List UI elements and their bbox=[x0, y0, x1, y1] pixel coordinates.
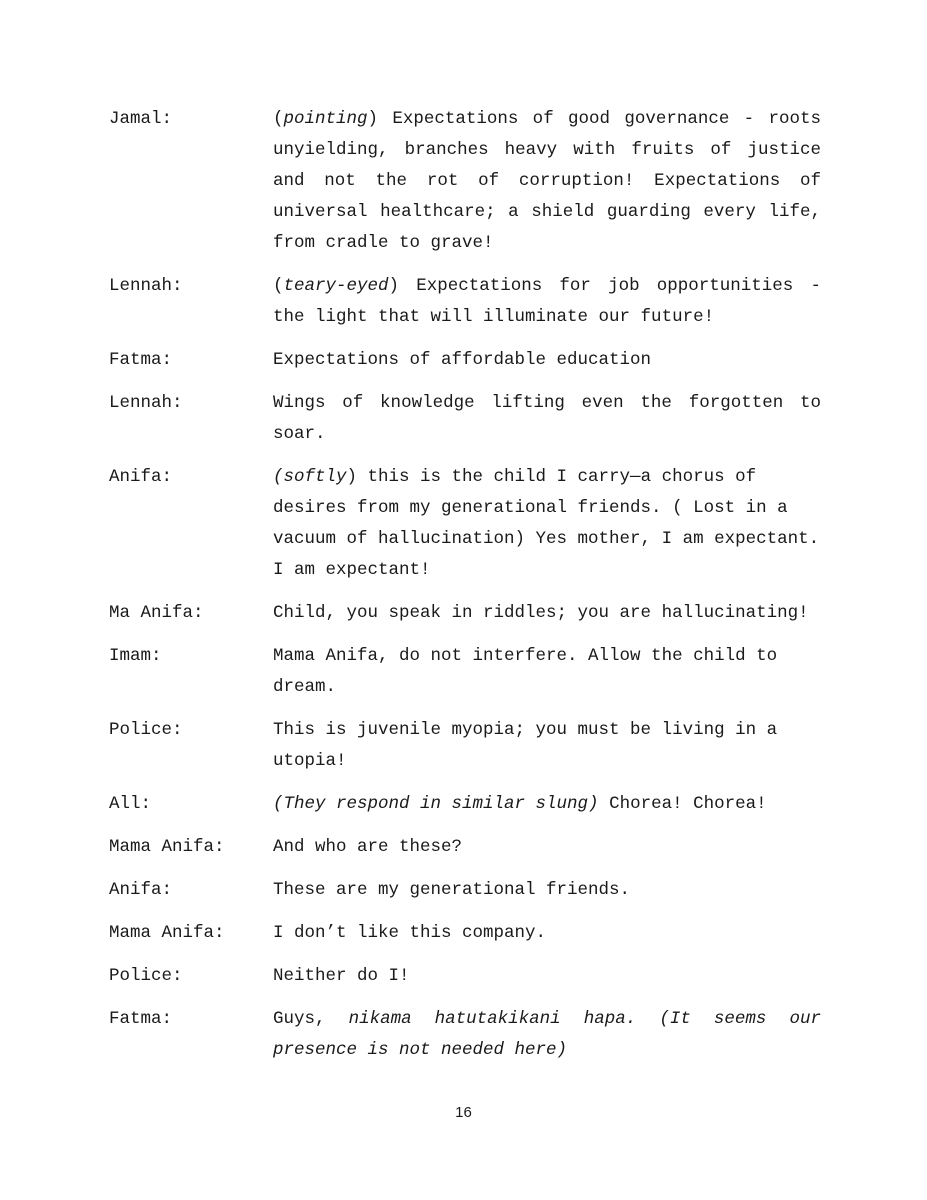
dialogue-line bbox=[273, 345, 821, 376]
speaker-name: Police: bbox=[109, 720, 183, 740]
dialogue-text: And who are these? bbox=[273, 837, 463, 857]
dialogue-entry bbox=[109, 1004, 821, 1066]
dialogue-entry bbox=[109, 388, 821, 450]
dialogue-line bbox=[273, 388, 821, 450]
dialogue-entry bbox=[109, 875, 821, 906]
dialogue-entry bbox=[109, 961, 821, 992]
dialogue-text: ) Expectations for job opportunities - the light that will illuminate our future! bbox=[273, 276, 821, 327]
dialogue-entry bbox=[109, 789, 821, 820]
speaker-name: Lennah: bbox=[109, 276, 183, 296]
dialogue-text: These are my generational friends. bbox=[273, 880, 631, 900]
dialogue-line bbox=[273, 104, 821, 259]
dialogue-text: Chorea! Chorea! bbox=[598, 794, 767, 814]
speaker-name: Fatma: bbox=[109, 350, 173, 370]
script-body bbox=[109, 104, 821, 1078]
dialogue-entry bbox=[109, 598, 821, 629]
dialogue-text: ) this is the child I carry—a chorus of desires from my generational friends. ( Lost in a vacuum of hallucination) Yes mother, I am expectant. I am expectant! bbox=[273, 467, 820, 580]
stage-direction-text: nikama hatutakikani hapa. (It seems our presence is not needed here) bbox=[273, 1009, 821, 1060]
dialogue-text: ( bbox=[273, 276, 284, 296]
stage-direction-text: teary-eyed bbox=[283, 276, 389, 296]
speaker-name: Ma Anifa: bbox=[109, 603, 204, 623]
stage-direction-text: (softly bbox=[273, 467, 347, 487]
dialogue-text: Wings of knowledge lifting even the forgotten to soar. bbox=[273, 393, 821, 444]
dialogue-text: Child, you speak in riddles; you are hallucinating! bbox=[273, 603, 809, 623]
dialogue-line bbox=[273, 462, 821, 586]
speaker-name: Jamal: bbox=[109, 109, 173, 129]
stage-direction-text: pointing bbox=[283, 109, 368, 129]
dialogue-entry bbox=[109, 832, 821, 863]
speaker-name: Lennah: bbox=[109, 393, 183, 413]
speaker-name: Mama Anifa: bbox=[109, 837, 225, 857]
dialogue-line bbox=[273, 641, 821, 703]
dialogue-entry bbox=[109, 715, 821, 777]
dialogue-text: This is juvenile myopia; you must be living in a utopia! bbox=[273, 720, 778, 771]
dialogue-line bbox=[273, 598, 821, 629]
dialogue-entry bbox=[109, 345, 821, 376]
dialogue-entry bbox=[109, 641, 821, 703]
stage-direction-text: (They respond in similar slung) bbox=[273, 794, 599, 814]
dialogue-entry bbox=[109, 104, 821, 259]
speaker-name: Imam: bbox=[109, 646, 162, 666]
speaker-name: All: bbox=[109, 794, 152, 814]
dialogue-entry bbox=[109, 462, 821, 586]
dialogue-line bbox=[273, 918, 821, 949]
page-number: 16 bbox=[455, 1104, 472, 1121]
dialogue-line bbox=[273, 715, 821, 777]
dialogue-entry bbox=[109, 918, 821, 949]
dialogue-line bbox=[273, 875, 821, 906]
speaker-name: Mama Anifa: bbox=[109, 923, 225, 943]
dialogue-text: Expectations of affordable education bbox=[273, 350, 652, 370]
dialogue-text: I don’t like this company. bbox=[273, 923, 547, 943]
dialogue-text: ) Expectations of good governance - roots unyielding, branches heavy with fruits of justice and not the rot of corruption! Expectations of universal healthcare; a shield guarding every life, from cradle to grave! bbox=[273, 109, 821, 253]
dialogue-text: Mama Anifa, do not interfere. Allow the child to dream. bbox=[273, 646, 778, 697]
dialogue-entry bbox=[109, 271, 821, 333]
dialogue-text: Guys, bbox=[273, 1009, 349, 1029]
dialogue-text: Neither do I! bbox=[273, 966, 410, 986]
speaker-name: Police: bbox=[109, 966, 183, 986]
dialogue-text: ( bbox=[273, 109, 284, 129]
speaker-name: Anifa: bbox=[109, 467, 173, 487]
dialogue-line bbox=[273, 271, 821, 333]
dialogue-line bbox=[273, 832, 821, 863]
speaker-name: Anifa: bbox=[109, 880, 173, 900]
dialogue-line bbox=[273, 961, 821, 992]
speaker-name: Fatma: bbox=[109, 1009, 173, 1029]
dialogue-line bbox=[273, 1004, 821, 1066]
dialogue-line bbox=[273, 789, 821, 820]
